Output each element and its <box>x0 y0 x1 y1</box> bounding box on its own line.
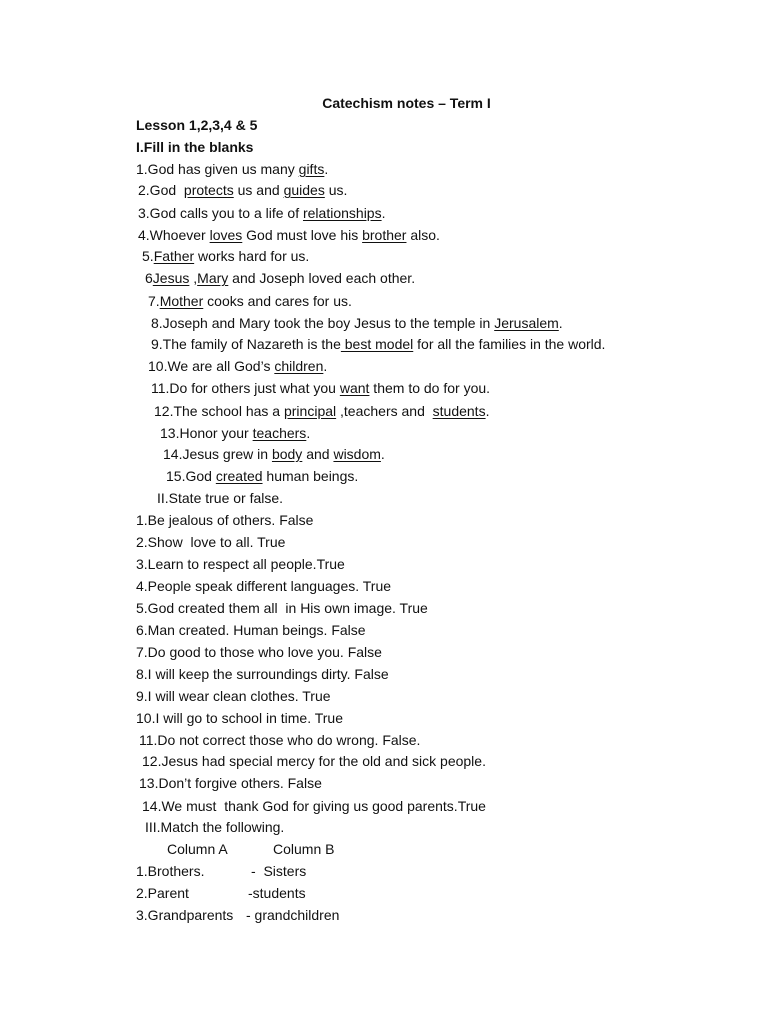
column-b-header: Column B <box>273 841 335 857</box>
blank-item-8: 8.Joseph and Mary took the boy Jesus to the temple in Jerusalem. <box>151 315 563 331</box>
tf-item-8: 8.I will keep the surroundings dirty. False <box>136 666 389 682</box>
column-a-header: Column A <box>167 841 228 857</box>
blank-item-11: 11.Do for others just what you want them to do for you. <box>151 380 491 396</box>
blank-item-7: 7.Mother cooks and cares for us. <box>148 293 352 309</box>
match-a-3: 3.Grandparents <box>136 907 234 923</box>
tf-item-7: 7.Do good to those who love you. False <box>136 644 382 660</box>
section1-heading: I.Fill in the blanks <box>136 139 254 155</box>
blank-item-5: 5.Father works hard for us. <box>142 248 310 264</box>
tf-item-12: 12.Jesus had special mercy for the old and sick people. <box>142 753 486 769</box>
tf-item-13: 13.Don’t forgive others. False <box>139 775 322 791</box>
match-a-1: 1.Brothers. <box>136 863 205 879</box>
tf-item-14: 14.We must thank God for giving us good parents.True <box>142 798 486 814</box>
tf-item-9: 9.I will wear clean clothes. True <box>136 688 331 704</box>
blank-item-9: 9.The family of Nazareth is the best model for all the families in the world. <box>151 336 606 352</box>
tf-item-1: 1.Be jealous of others. False <box>136 512 314 528</box>
blank-item-3: 3.God calls you to a life of relationships. <box>138 205 386 221</box>
blank-item-15: 15.God created human beings. <box>166 468 359 484</box>
tf-item-3: 3.Learn to respect all people.True <box>136 556 345 572</box>
match-b-1: - Sisters <box>251 863 307 879</box>
section2-heading: II.State true or false. <box>157 490 284 506</box>
tf-item-6: 6.Man created. Human beings. False <box>136 622 366 638</box>
blank-item-12: 12.The school has a principal ,teachers and students. <box>154 403 490 419</box>
blank-item-2: 2.God protects us and guides us. <box>138 182 348 198</box>
match-a-2: 2.Parent <box>136 885 189 901</box>
document-title: Catechism notes – Term I <box>322 95 491 111</box>
tf-item-5: 5.God created them all in His own image. True <box>136 600 428 616</box>
blank-item-13: 13.Honor your teachers. <box>160 425 311 441</box>
lesson-heading: Lesson 1,2,3,4 & 5 <box>136 117 258 133</box>
tf-item-11: 11.Do not correct those who do wrong. False. <box>139 732 421 748</box>
tf-item-10: 10.I will go to school in time. True <box>136 710 343 726</box>
match-b-3: - grandchildren <box>246 907 340 923</box>
blank-item-14: 14.Jesus grew in body and wisdom. <box>163 446 385 462</box>
blank-item-10: 10.We are all God’s children. <box>148 358 328 374</box>
match-b-2: -students <box>248 885 306 901</box>
tf-item-2: 2.Show love to all. True <box>136 534 286 550</box>
blank-item-4: 4.Whoever loves God must love his brother also. <box>138 227 440 243</box>
blank-item-6: 6Jesus ,Mary and Joseph loved each other. <box>145 270 416 286</box>
blank-item-1: 1.God has given us many gifts. <box>136 161 329 177</box>
section3-heading: III.Match the following. <box>145 819 285 835</box>
tf-item-4: 4.People speak different languages. True <box>136 578 392 594</box>
